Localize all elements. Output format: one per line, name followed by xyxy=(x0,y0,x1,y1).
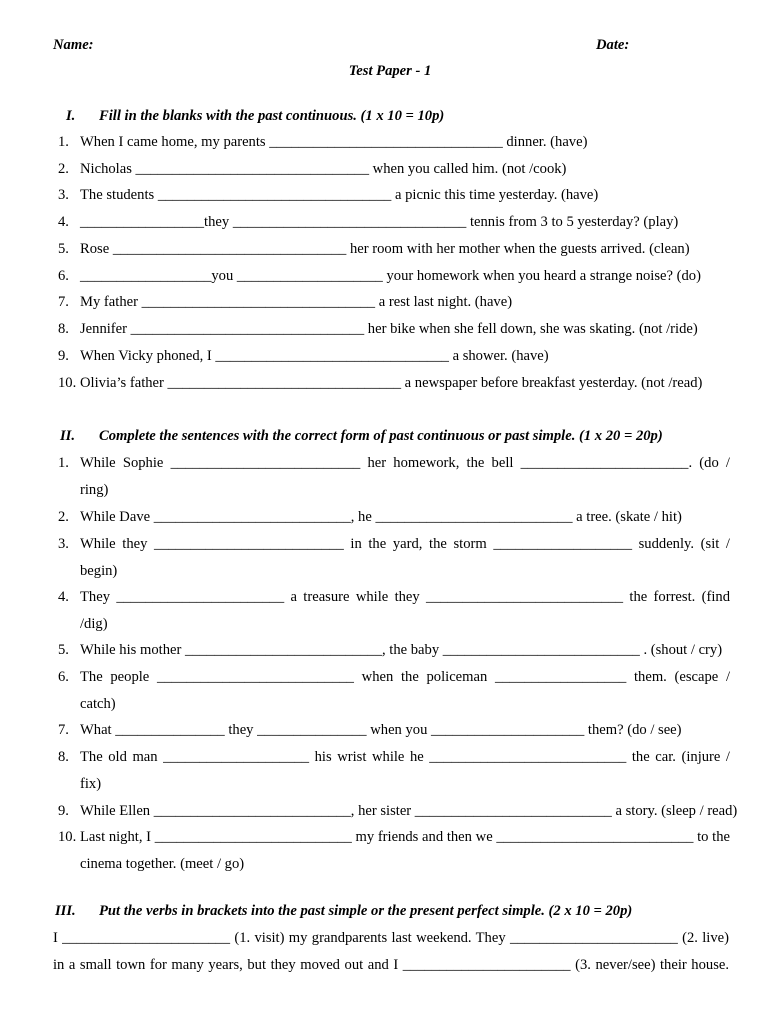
name-label: Name: xyxy=(53,37,94,53)
list-item-number: 6. xyxy=(58,669,69,685)
list-item-number: 7. xyxy=(58,294,69,310)
list-item: Last night, I ___________________________ my friends and then we ___________________________ to the xyxy=(80,829,730,845)
list-item-number: 8. xyxy=(58,749,69,765)
list-item: When Vicky phoned, I ________________________________ a shower. (have) xyxy=(80,348,549,364)
list-item: _________________they ________________________________ tennis from 3 to 5 yesterday? (play) xyxy=(80,214,679,230)
list-item: Nicholas ________________________________ when you called him. (not /cook) xyxy=(80,161,567,177)
list-item-number: 6. xyxy=(58,268,69,284)
list-item-continuation: begin) xyxy=(80,563,118,579)
list-item: While they __________________________ in the yard, the storm ___________________ suddenly. (sit / xyxy=(80,536,730,552)
list-item-number: 2. xyxy=(58,161,69,177)
list-item-number: 5. xyxy=(58,241,69,257)
list-item-number: 3. xyxy=(58,536,69,552)
section3-paragraph-line: in a small town for many years, but they moved out and I _______________________ (3. never/see) their house. xyxy=(53,957,729,973)
list-item: While Ellen ___________________________, her sister ___________________________ a story. (sleep / read) xyxy=(80,803,738,819)
list-item: While Dave ___________________________, he ___________________________ a tree. (skate / hit) xyxy=(80,509,682,525)
list-item-number: 10. xyxy=(58,829,77,845)
section2-numeral: II. xyxy=(60,428,76,444)
list-item-number: 7. xyxy=(58,722,69,738)
section2-instruction: Complete the sentences with the correct form of past continuous or past simple. (1 x 20 = 20p) xyxy=(99,428,663,444)
list-item: When I came home, my parents ________________________________ dinner. (have) xyxy=(80,134,588,150)
section1-instruction: Fill in the blanks with the past continuous. (1 x 10 = 10p) xyxy=(99,108,445,124)
section3-numeral: III. xyxy=(55,903,76,919)
list-item: The people ___________________________ when the policeman __________________ them. (escape / xyxy=(80,669,730,685)
list-item: Jennifer ________________________________ her bike when she fell down, she was skating. (not /ride) xyxy=(80,321,698,337)
page-title: Test Paper - 1 xyxy=(348,63,432,79)
list-item-number: 9. xyxy=(58,803,69,819)
list-item: What _______________ they _______________ when you _____________________ them? (do / see) xyxy=(80,722,682,738)
list-item: My father ________________________________ a rest last night. (have) xyxy=(80,294,513,310)
list-item-number: 1. xyxy=(58,455,69,471)
list-item: They _______________________ a treasure while they ___________________________ the forrest. (find xyxy=(80,589,730,605)
list-item-continuation: cinema together. (meet / go) xyxy=(80,856,245,872)
list-item: The students ________________________________ a picnic this time yesterday. (have) xyxy=(80,187,599,203)
section3-paragraph-line: I _______________________ (1. visit) my grandparents last weekend. They _______________________ (2. live) xyxy=(53,930,729,946)
section1-numeral: I. xyxy=(66,108,76,124)
list-item-number: 5. xyxy=(58,642,69,658)
list-item-number: 10. xyxy=(58,375,77,391)
list-item-number: 1. xyxy=(58,134,69,150)
section3-instruction: Put the verbs in brackets into the past simple or the present perfect simple. (2 x 10 = 20p) xyxy=(99,903,633,919)
list-item: While Sophie __________________________ her homework, the bell _______________________. (do / xyxy=(80,455,730,471)
list-item: The old man ____________________ his wrist while he ___________________________ the car. (injure / xyxy=(80,749,730,765)
list-item-number: 8. xyxy=(58,321,69,337)
list-item-continuation: catch) xyxy=(80,696,116,712)
list-item: Rose ________________________________ her room with her mother when the guests arrived. (clean) xyxy=(80,241,690,257)
list-item-number: 4. xyxy=(58,589,69,605)
list-item-continuation: fix) xyxy=(80,776,102,792)
list-item-number: 3. xyxy=(58,187,69,203)
list-item: Olivia’s father ________________________________ a newspaper before breakfast yesterday. (not /read) xyxy=(80,375,703,391)
list-item-continuation: ring) xyxy=(80,482,109,498)
list-item: __________________you ____________________ your homework when you heard a strange noise? (do) xyxy=(80,268,701,284)
list-item: While his mother ___________________________, the baby ___________________________ . (shout / cry) xyxy=(80,642,723,658)
list-item-number: 9. xyxy=(58,348,69,364)
list-item-number: 4. xyxy=(58,214,69,230)
date-label: Date: xyxy=(596,37,630,53)
list-item-continuation: /dig) xyxy=(80,616,108,632)
list-item-number: 2. xyxy=(58,509,69,525)
